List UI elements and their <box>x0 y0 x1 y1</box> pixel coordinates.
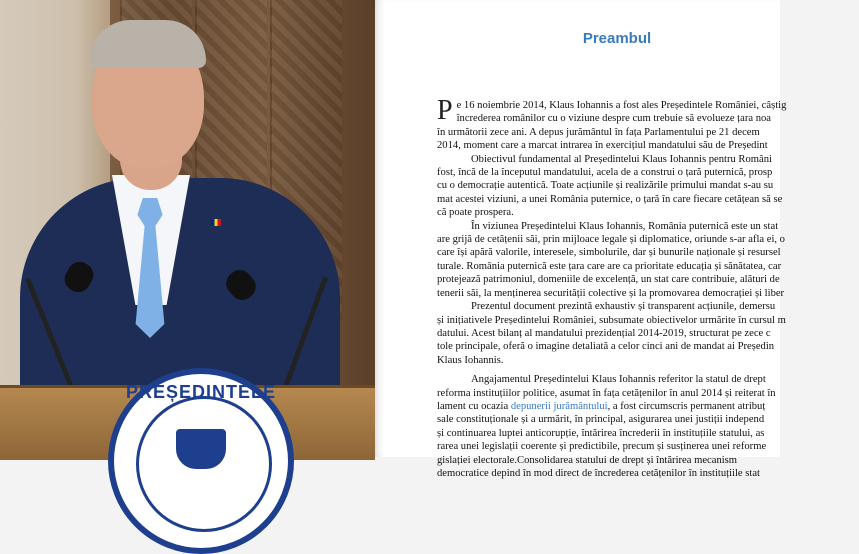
text-line: tenerii săi, la menținerea securității colective și la promovarea democrației și liber <box>437 287 785 299</box>
text-line: Prezentul document prezintă exhaustiv și transparent acțiunile, demersu <box>471 301 776 313</box>
paragraph <box>437 153 857 220</box>
document-page <box>375 0 787 479</box>
text-line: democratice depind în mod direct de încrederea cetățenilor în instituțiile stat <box>437 467 760 479</box>
page-title: Preambul <box>582 30 652 47</box>
text-line: tole principale, oferă o imagine detaliată a celor cinci ani de mandat ai Președin <box>437 341 775 353</box>
text-line: turale. România puternică este țara care are ca prioritate educația și sănătatea, car <box>437 260 782 272</box>
text-line: rarea unei legislații coerente și predictibile, precum și susținerea unei reforme <box>437 441 767 453</box>
text-line: în următorii zece ani. A depus jurământul în fața Parlamentului pe 21 decem <box>437 126 760 138</box>
text-fragment: lament cu ocazia <box>437 400 511 412</box>
text-line: reforma instituțiilor politice, asumat în fața cetățenilor în anul 2014 și reiterat în <box>437 387 776 399</box>
president-photo <box>0 0 375 457</box>
text-line: că poate prospera. <box>437 207 514 219</box>
text-line: 2014, moment care a marcat intrarea în exercițiul mandatului său de Președint <box>437 140 768 152</box>
text-line: și inițiativele Președintelui României, subsumate obiectivelor urmărite în cursul m <box>437 314 786 326</box>
text-line: gislației electorale.Consolidarea statului de drept și întărirea mecanism <box>437 454 738 466</box>
text-line: încrederea românilor cu o viziune despre cum trebuie să evolueze țara noa <box>456 113 772 125</box>
text-line: mat acestei viziuni, a unei România puternice, o țară în care fiecare cetățean să se <box>437 193 783 205</box>
flag-pin-icon <box>211 219 221 226</box>
text-line: sale constituționale și a urmărit, în principal, asigurarea unei justiții independ <box>437 414 765 426</box>
oath-link[interactable]: depunerii jurământului <box>510 400 608 412</box>
text-line: fost, încă de la începutul mandatului, acela de a construi o țară puternică, prosp <box>437 167 773 179</box>
coat-of-arms-icon <box>176 429 226 469</box>
text-line: cu o democrație autentică. Toate acțiunile și realizările primului mandat s-au su <box>437 180 774 192</box>
text-line: În viziunea Președintelui Klaus Iohannis, România puternică este un stat <box>471 220 779 232</box>
text-line: Obiectivul fundamental al Președintelui Klaus Iohannis pentru Români <box>471 153 772 165</box>
text-line: Angajamentul Președintelui Klaus Iohannis referitor la statul de drept <box>471 374 766 386</box>
paragraph <box>437 95 857 153</box>
paragraph <box>437 300 857 367</box>
text-line: care își apără valorile, interesele, simbolurile, dar și bunurile naționale și resursel <box>437 247 781 259</box>
text-line: protejează patrimoniul, domeniile de excelență, un stat care contribuie, alături de <box>437 274 780 286</box>
text-line: e 16 noiembrie 2014, Klaus Iohannis a fost ales Președintele României, câștig <box>456 100 787 111</box>
document-body <box>437 95 857 480</box>
text-line: are grijă de cetățenii săi, prin mijloace legale și diplomatice, oriunde s-ar afla ei, o <box>437 234 785 246</box>
text-fragment: , a fost circumscris permanent atribuț <box>607 400 766 412</box>
paragraph <box>437 373 857 480</box>
text-line: și continuarea luptei anticorupție, întărirea încrederii în instituțiile statului, as <box>437 427 765 439</box>
text-line: Klaus Iohannis. <box>437 354 504 366</box>
paragraph <box>437 220 857 300</box>
presidential-seal <box>108 368 294 554</box>
drop-cap: P <box>437 95 453 126</box>
text-line <box>437 400 857 413</box>
seal-text: PREȘEDINTELE <box>125 382 277 402</box>
text-line: datului. Acest bilanț al mandatului prezidențial 2014-2019, structurat pe zece c <box>437 327 771 339</box>
hair <box>90 20 206 68</box>
